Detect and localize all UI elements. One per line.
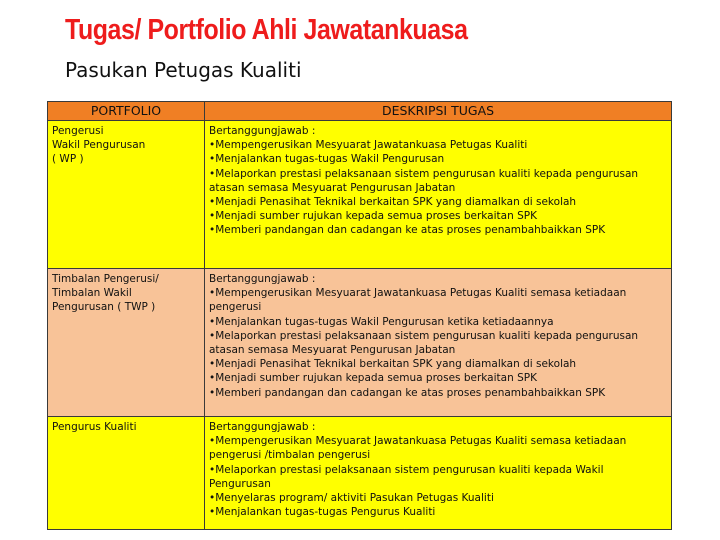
portfolio-line: Pengurus Kualiti <box>52 421 137 433</box>
portfolio-line: Pengurusan ( TWP ) <box>52 301 156 314</box>
page-title: Tugas/ Portfolio Ahli Jawatankuasa <box>65 14 468 46</box>
description-line: •Memberi pandangan dan cadangan ke atas proses penambahbaikkan SPK <box>209 224 606 237</box>
portfolio-cell <box>48 417 205 530</box>
portfolio-line: Timbalan Wakil <box>52 287 132 300</box>
description-line: •Menjalankan tugas-tugas Pengurus Kualiti <box>209 506 436 519</box>
description-line: •Memberi pandangan dan cadangan ke atas proses penambahbaikkan SPK <box>209 386 606 399</box>
table-header-row <box>48 102 672 121</box>
description-line: •Mempengerusikan Mesyuarat Jawatankuasa Petugas Kualiti semasa ketiadaan pengerusi <box>209 287 630 314</box>
table-row <box>48 417 672 530</box>
description-line: Bertanggungjawab : <box>209 421 316 433</box>
table-row <box>48 269 672 417</box>
description-line: Bertanggungjawab : <box>209 125 316 137</box>
portfolio-cell <box>48 121 205 269</box>
portfolio-line: ( WP ) <box>52 153 84 166</box>
description-line: •Menjadi sumber rujukan kepada semua proses berkaitan SPK <box>209 210 537 223</box>
page-subtitle: Pasukan Petugas Kualiti <box>65 58 302 82</box>
description-line: •Menjadi Penasihat Teknikal berkaitan SPK yang diamalkan di sekolah <box>209 358 577 371</box>
portfolio-line: Timbalan Pengerusi/ <box>52 273 159 285</box>
description-cell <box>205 417 672 530</box>
description-line: Bertanggungjawab : <box>209 273 316 285</box>
description-line: •Menjadi Penasihat Teknikal berkaitan SPK yang diamalkan di sekolah <box>209 196 577 209</box>
description-line: •Melaporkan prestasi pelaksanaan sistem pengurusan kualiti kepada pengurusan atasan semasa Mesyuarat Pengurusan Jabatan <box>209 329 642 357</box>
description-line: •Menjalankan tugas-tugas Wakil Pengurusan ketika ketiadaannya <box>209 315 554 328</box>
portfolio-table <box>47 101 672 530</box>
description-line: •Menjalankan tugas-tugas Wakil Pengurusan <box>209 153 445 166</box>
description-line: •Menyelaras program/ aktiviti Pasukan Petugas Kualiti <box>209 492 494 505</box>
description-cell <box>205 121 672 269</box>
description-line: •Menjadi sumber rujukan kepada semua proses berkaitan SPK <box>209 372 537 385</box>
portfolio-line: Pengerusi <box>52 125 104 137</box>
column-header-description: DESKRIPSI TUGAS <box>205 102 672 121</box>
description-cell <box>205 269 672 417</box>
column-header-portfolio: PORTFOLIO <box>48 102 205 121</box>
table-row <box>48 121 672 269</box>
description-line: •Melaporkan prestasi pelaksanaan sistem pengurusan kualiti kepada Wakil Pengurusan <box>209 463 607 490</box>
description-line: •Melaporkan prestasi pelaksanaan sistem pengurusan kualiti kepada pengurusan atasan semasa Mesyuarat Pengurusan Jabatan <box>209 167 642 194</box>
description-line: •Mempengerusikan Mesyuarat Jawatankuasa Petugas Kualiti <box>209 139 528 152</box>
portfolio-line: Wakil Pengurusan <box>52 139 146 152</box>
portfolio-cell <box>48 269 205 417</box>
description-line: •Mempengerusikan Mesyuarat Jawatankuasa Petugas Kualiti semasa ketiadaan pengerusi /timbalan pengerusi <box>209 435 630 462</box>
